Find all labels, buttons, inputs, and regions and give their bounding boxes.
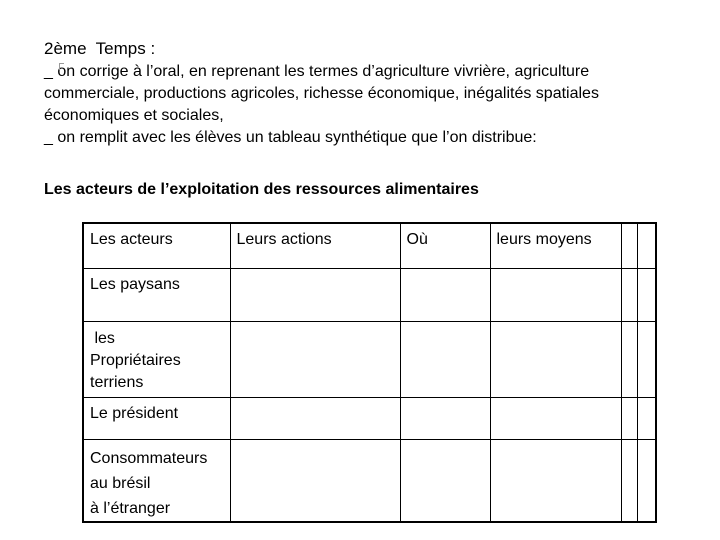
actor-cell-paysans bbox=[83, 268, 230, 321]
empty-cell bbox=[490, 268, 621, 321]
actor-line: terriens bbox=[90, 373, 144, 391]
actor-line: Le président bbox=[90, 404, 179, 422]
header-cell-where: Où bbox=[400, 223, 490, 268]
empty-cell bbox=[621, 223, 637, 268]
empty-cell bbox=[621, 268, 637, 321]
empty-cell bbox=[490, 439, 621, 522]
table-row bbox=[83, 321, 656, 397]
empty-cell bbox=[230, 439, 400, 522]
header-cell-means: leurs moyens bbox=[490, 223, 621, 268]
section-heading: 2ème Temps : bbox=[44, 39, 156, 58]
instruction-line-3: économiques et sociales, bbox=[44, 107, 224, 124]
empty-cell bbox=[230, 321, 400, 397]
table-row bbox=[83, 439, 656, 522]
actor-line: Propriétaires bbox=[90, 351, 181, 369]
instruction-line-1: _ on corrige à l’oral, en reprenant les termes d’agriculture vivrière, agriculture bbox=[44, 63, 590, 80]
header-cell-actors: Les acteurs bbox=[83, 223, 230, 268]
instruction-line-2: commerciale, productions agricoles, richesse économique, inégalités spatiales bbox=[44, 85, 599, 102]
cursor-mark-icon bbox=[59, 63, 64, 70]
instruction-line-4: _ on remplit avec les élèves un tableau synthétique que l’on distribue: bbox=[44, 129, 537, 146]
actor-line: au brésil bbox=[90, 474, 151, 492]
actor-line: Les paysans bbox=[90, 275, 180, 293]
empty-cell bbox=[637, 268, 656, 321]
empty-cell bbox=[230, 397, 400, 439]
empty-cell bbox=[490, 321, 621, 397]
empty-cell bbox=[637, 397, 656, 439]
empty-cell bbox=[621, 321, 637, 397]
empty-cell bbox=[400, 439, 490, 522]
empty-cell bbox=[621, 397, 637, 439]
empty-cell bbox=[621, 439, 637, 522]
actor-line: Consommateurs bbox=[90, 449, 208, 467]
empty-cell bbox=[637, 439, 656, 522]
empty-cell bbox=[637, 321, 656, 397]
header-cell-actions: Leurs actions bbox=[230, 223, 400, 268]
table-row bbox=[83, 397, 656, 439]
empty-cell bbox=[637, 223, 656, 268]
actor-line: à l’étranger bbox=[90, 499, 171, 517]
actor-cell-consommateurs bbox=[83, 439, 230, 522]
table-header-row bbox=[83, 223, 656, 268]
empty-cell bbox=[400, 268, 490, 321]
actor-cell-president bbox=[83, 397, 230, 439]
table-title: Les acteurs de l’exploitation des ressources alimentaires bbox=[44, 181, 479, 198]
actor-cell-proprietaires bbox=[83, 321, 230, 397]
actor-line: les bbox=[90, 329, 115, 347]
empty-cell bbox=[400, 397, 490, 439]
empty-cell bbox=[230, 268, 400, 321]
instructions-paragraph bbox=[44, 61, 704, 149]
empty-cell bbox=[490, 397, 621, 439]
table-row bbox=[83, 268, 656, 321]
actors-table bbox=[82, 222, 657, 523]
empty-cell bbox=[400, 321, 490, 397]
